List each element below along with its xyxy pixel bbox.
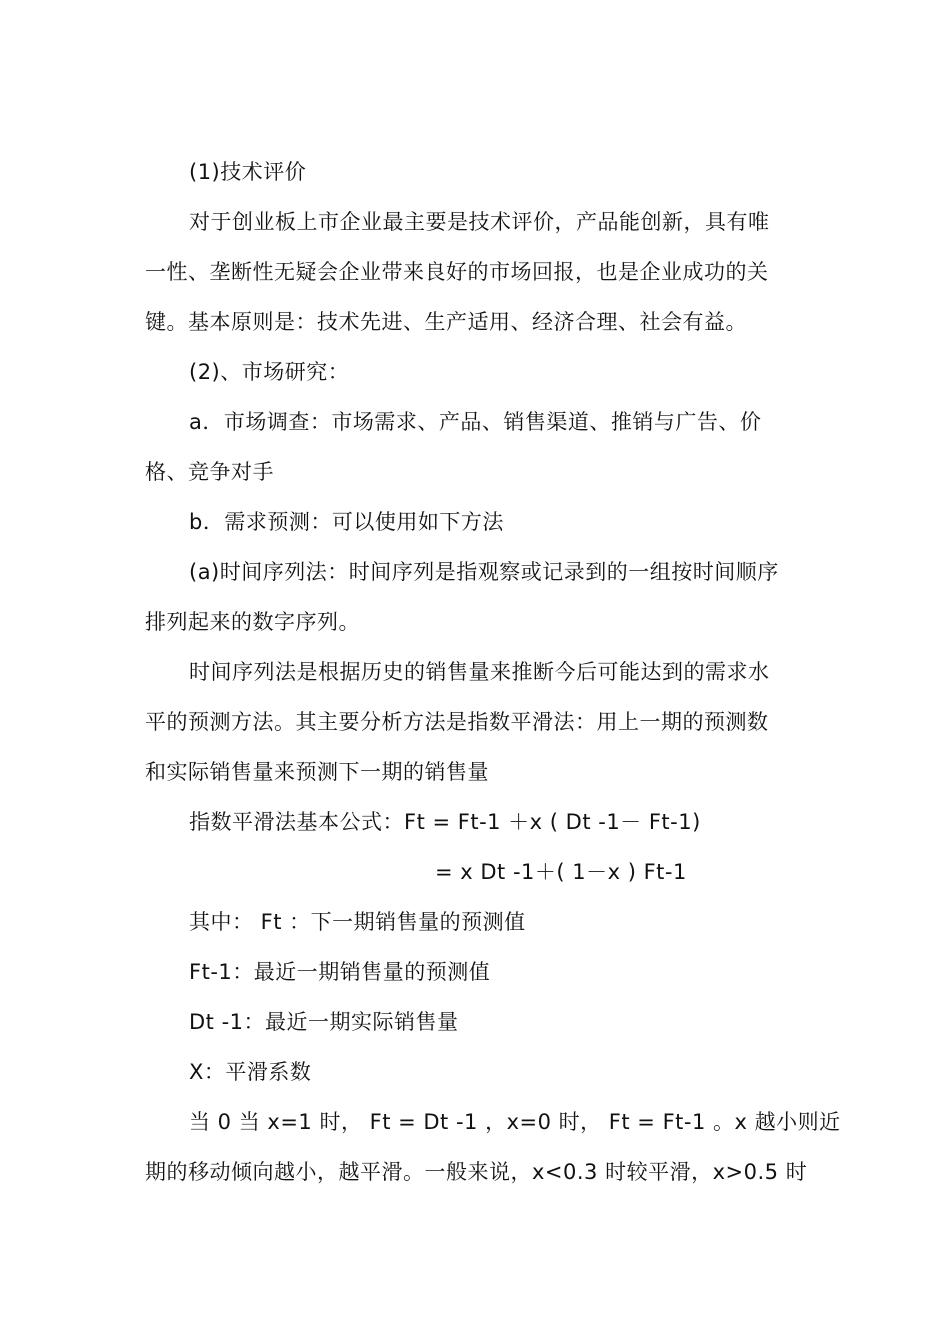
definition-line [0,1006,950,1038]
text: (1)技术评价 [189,160,307,184]
text: X：平滑系数 [189,1060,312,1084]
text: 平的预测方法。其主要分析方法是指数平滑法：用上一期的预测数 [145,710,769,734]
paragraph-line [0,256,950,288]
heading-technical-evaluation [0,156,950,188]
paragraph-line [0,506,950,538]
text: 当 0 当 x=1 时， Ft = Dt -1 ，x=0 时， Ft = Ft-1 。x 越小则近 [189,1110,841,1134]
paragraph-line [0,456,950,488]
paragraph-line [0,756,950,788]
text: 格、竞争对手 [145,460,274,484]
text: 和实际销售量来预测下一期的销售量 [145,760,489,784]
paragraph-line [0,606,950,638]
text: Ft-1：最近一期销售量的预测值 [189,960,491,984]
text: 时间序列法是根据历史的销售量来推断今后可能达到的需求水 [189,660,770,684]
text: (2)、市场研究： [189,360,350,384]
text: Dt -1：最近一期实际销售量 [189,1010,459,1034]
heading-market-research [0,356,950,388]
paragraph-line [0,1156,950,1188]
text: = x Dt -1＋( 1－x ) Ft-1 [435,860,687,884]
paragraph-line [0,706,950,738]
paragraph-line [0,406,950,438]
paragraph-line [0,306,950,338]
text: b．需求预测：可以使用如下方法 [189,510,504,534]
text: 其中： Ft ：下一期销售量的预测值 [189,910,526,934]
text: 指数平滑法基本公式：Ft = Ft-1 ＋x ( Dt -1－ Ft-1) [189,810,701,834]
text: 期的移动倾向越小，越平滑。一般来说，x<0.3 时较平滑，x>0.5 时 [145,1160,808,1184]
formula-line [0,806,950,838]
text: 键。基本原则是：技术先进、生产适用、经济合理、社会有益。 [145,310,747,334]
paragraph-line [0,206,950,238]
text: (a)时间序列法：时间序列是指观察或记录到的一组按时间顺序 [189,560,779,584]
paragraph-line [0,556,950,588]
text: 排列起来的数字序列。 [145,610,360,634]
text: 一性、垄断性无疑会企业带来良好的市场回报，也是企业成功的关 [145,260,769,284]
paragraph-line [0,656,950,688]
definition-line [0,906,950,938]
text: a．市场调查：市场需求、产品、销售渠道、推销与广告、价 [189,410,762,434]
paragraph-line [0,1106,950,1138]
definition-line [0,1056,950,1088]
definition-line [0,956,950,988]
formula-line-continued [0,856,950,888]
text: 对于创业板上市企业最主要是技术评价，产品能创新，具有唯 [189,210,770,234]
